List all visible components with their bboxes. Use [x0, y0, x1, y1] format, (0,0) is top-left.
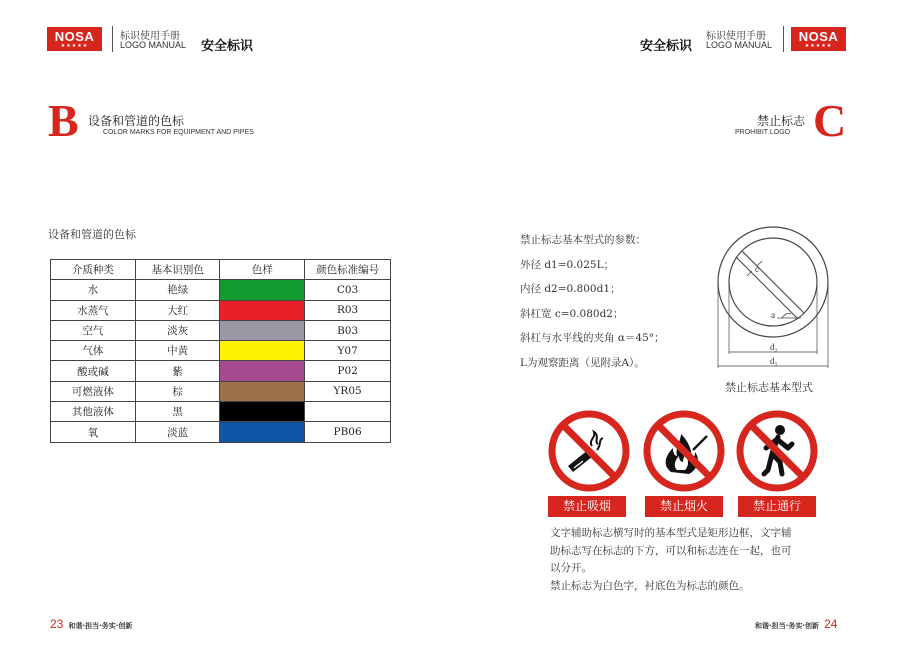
- manual-en-right: LOGO MANUAL: [706, 40, 773, 50]
- cell-color-name: 淡灰: [135, 320, 220, 340]
- cell-color-name: 棕: [135, 381, 220, 401]
- description-line: 禁止标志为白色字，衬底色为标志的颜色。: [550, 579, 750, 592]
- table-row: [51, 320, 391, 340]
- cell-swatch: [220, 422, 305, 442]
- cell-medium: 水蒸气: [51, 300, 136, 320]
- manual-cn-left: 标识使用手册: [120, 31, 180, 42]
- cell-swatch: [220, 381, 305, 401]
- slash-edge: [742, 251, 804, 313]
- cell-code: PB06: [305, 422, 391, 442]
- cell-color-name: 大红: [135, 300, 220, 320]
- cell-color-name: 淡蓝: [135, 422, 220, 442]
- cell-swatch: [220, 341, 305, 361]
- cell-medium: 气体: [51, 341, 136, 361]
- header-divider-right: [783, 26, 784, 52]
- header-title-left: 安全标识: [201, 39, 254, 54]
- no-entry-icon: [736, 410, 818, 492]
- footer-slogan-left: 和谐·担当·务实·创新: [68, 622, 133, 630]
- manual-en-left: LOGO MANUAL: [120, 40, 187, 50]
- sign-label-no-smoking: 禁止吸烟: [548, 496, 626, 517]
- cell-medium: 可燃液体: [51, 381, 136, 401]
- cell-code: P02: [305, 361, 391, 381]
- param-list: [520, 228, 665, 376]
- cell-code: YR05: [305, 381, 391, 401]
- table-row: [51, 341, 391, 361]
- table-row: [51, 280, 391, 300]
- nosa-logo-left: [47, 27, 102, 51]
- cell-color-name: 黑: [135, 402, 220, 422]
- table-row: [51, 381, 391, 401]
- manual-cn-right: 标识使用手册: [706, 31, 766, 42]
- cell-code: C03: [305, 280, 391, 300]
- cell-code: [305, 402, 391, 422]
- logo-brand: NOSA: [54, 29, 95, 44]
- param-line: 禁止标志基本型式的参数：: [520, 234, 646, 246]
- prohibit-sign-diagram: [705, 222, 845, 374]
- footer-left: [50, 613, 132, 632]
- param-line: 斜杠与水平线的夹角 α＝45°；: [520, 332, 665, 345]
- cell-medium: 酸或碱: [51, 361, 136, 381]
- label-c: c: [755, 264, 759, 274]
- description-line: 助标志写在标志的下方，可以和标志连在一起，也可: [550, 544, 792, 557]
- cell-swatch: [220, 361, 305, 381]
- description-line: 文字辅助标志横写时的基本型式是矩形边框，文字辅: [550, 527, 792, 539]
- cell-color-name: 紫: [135, 361, 220, 381]
- cell-code: R03: [305, 300, 391, 320]
- col-header-medium: 介质种类: [51, 260, 136, 280]
- header-title-right: 安全标识: [640, 39, 693, 54]
- table-row: [51, 402, 391, 422]
- section-letter-c: C: [813, 95, 847, 146]
- cell-code: B03: [305, 320, 391, 340]
- section-title-en-left: COLOR MARKS FOR EQUIPMENT AND PIPES: [103, 129, 254, 136]
- footer-right: [755, 613, 837, 632]
- section-title-en-right: PROHIBIT LOGO: [735, 129, 791, 136]
- table-row: [51, 361, 391, 381]
- page-number-right: 24: [824, 617, 838, 631]
- logo-brand: NOSA: [798, 29, 839, 44]
- param-line: 斜杠宽 c=0.080d2；: [520, 307, 624, 320]
- header-divider-left: [112, 26, 113, 52]
- col-header-color: 基本识别色: [135, 260, 220, 280]
- param-line: 内径 d2=0.800d1；: [520, 283, 621, 296]
- slash-edge: [736, 257, 798, 319]
- sign-label-no-entry: 禁止通行: [738, 496, 816, 517]
- section-title-cn-right: 禁止标志: [757, 114, 806, 128]
- col-header-swatch: 色样: [220, 260, 305, 280]
- cell-medium: 氧: [51, 422, 136, 442]
- sign-label-no-fire: 禁止烟火: [645, 496, 723, 517]
- col-header-code: 颜色标准编号: [305, 260, 391, 280]
- cell-swatch: [220, 320, 305, 340]
- table-header-row: [51, 260, 391, 280]
- param-line: 外径 d1=0.025L；: [520, 258, 615, 271]
- no-fire-icon: [643, 410, 725, 492]
- logo-stars: ★★★★★: [60, 43, 89, 49]
- color-table: [50, 259, 391, 443]
- description-line: 以分开。: [550, 562, 592, 574]
- nosa-logo-right: [791, 27, 846, 51]
- cell-swatch: [220, 402, 305, 422]
- dim-c-arrow: [747, 271, 752, 276]
- footer-slogan-right: 和谐·担当·务实·创新: [755, 622, 819, 630]
- cell-medium: 水: [51, 280, 136, 300]
- logo-stars: ★★★★★: [804, 43, 833, 49]
- section-title-cn-left: 设备和管道的色标: [88, 114, 185, 128]
- label-a: a: [771, 310, 775, 320]
- param-line: L为观察距离（见附录A）。: [520, 356, 645, 369]
- cell-medium: 其他液体: [51, 402, 136, 422]
- table-row: [51, 422, 391, 442]
- table-row: [51, 300, 391, 320]
- label-d1: d₁: [770, 356, 778, 366]
- cell-color-name: 艳绿: [135, 280, 220, 300]
- no-smoking-icon: [548, 410, 630, 492]
- cell-swatch: [220, 300, 305, 320]
- label-d2: d₂: [770, 342, 778, 352]
- table-subtitle: 设备和管道的色标: [48, 228, 136, 241]
- page-number-left: 23: [50, 617, 64, 631]
- section-letter-b: B: [48, 95, 79, 146]
- angle-arc: [782, 314, 791, 319]
- diagram-caption: 禁止标志基本型式: [725, 381, 813, 394]
- cell-code: Y07: [305, 341, 391, 361]
- description-block: [550, 525, 792, 595]
- cell-medium: 空气: [51, 320, 136, 340]
- cell-color-name: 中黄: [135, 341, 220, 361]
- cell-swatch: [220, 280, 305, 300]
